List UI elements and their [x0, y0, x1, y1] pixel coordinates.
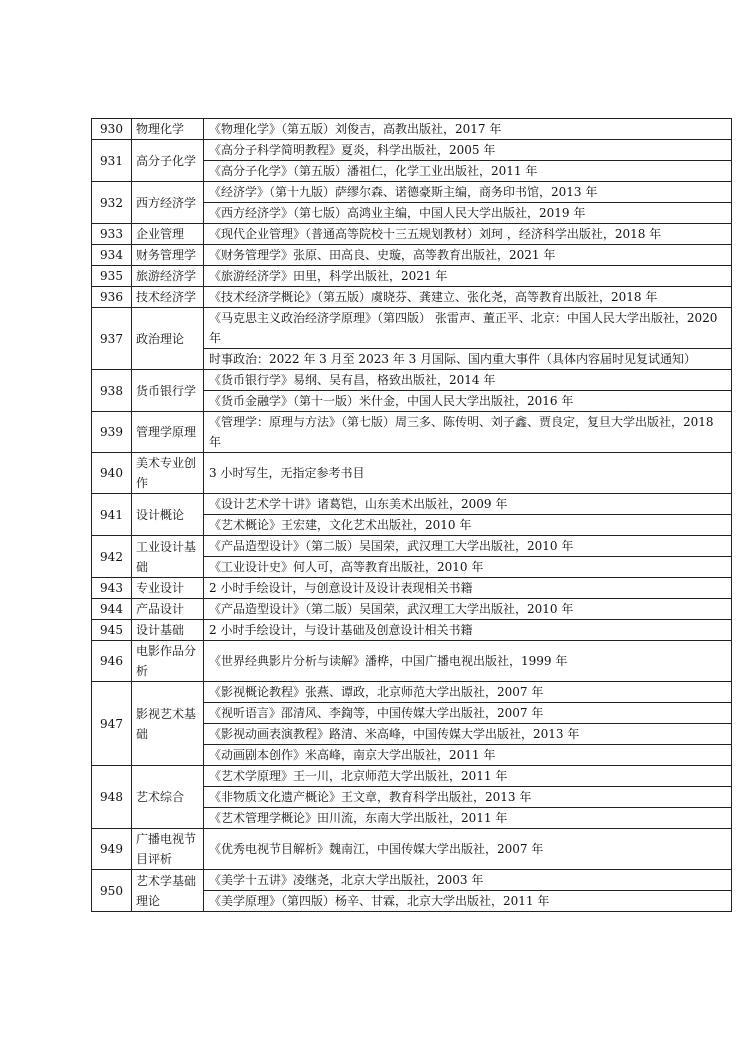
- reference-book: 《货币金融学》（第十一版）米什金，中国人民大学出版社，2016 年: [204, 391, 732, 412]
- course-code: 931: [92, 140, 132, 182]
- course-code: 942: [92, 536, 132, 578]
- course-subject: 艺术学基础理论: [132, 870, 204, 912]
- table-row: [92, 182, 732, 203]
- course-code: 932: [92, 182, 132, 224]
- course-code: 930: [92, 119, 132, 140]
- table-row: [92, 412, 732, 453]
- reference-book: 2 小时手绘设计，与设计基础及创意设计相关书籍: [204, 620, 732, 641]
- table-row: [92, 140, 732, 161]
- table-row: [92, 453, 732, 494]
- table-row: [92, 641, 732, 682]
- table-row: [92, 829, 732, 870]
- table-row: [92, 224, 732, 245]
- reference-book: 《工业设计史》何人可，高等教育出版社，2010 年: [204, 557, 732, 578]
- course-subject: 艺术综合: [132, 766, 204, 829]
- reference-book: 《管理学：原理与方法》（第七版）周三多、陈传明、刘子鑫、贾良定，复旦大学出版社，2018 年: [204, 412, 732, 453]
- reference-book: 《货币银行学》易纲、吴有昌，格致出版社，2014 年: [204, 370, 732, 391]
- table-row: [92, 119, 732, 140]
- reference-book: 《艺术学原理》王一川，北京师范大学出版社，2011 年: [204, 766, 732, 787]
- course-subject: 美术专业创作: [132, 453, 204, 494]
- table-row: [92, 245, 732, 266]
- course-code: 937: [92, 308, 132, 370]
- reference-book: 《非物质文化遗产概论》王文章，教育科学出版社，2013 年: [204, 787, 732, 808]
- reference-book: 3 小时写生，无指定参考书目: [204, 453, 732, 494]
- reference-book: 《西方经济学》（第七版）高鸿业主编，中国人民大学出版社，2019 年: [204, 203, 732, 224]
- reference-book: 《产品造型设计》（第二版）吴国荣，武汉理工大学出版社，2010 年: [204, 536, 732, 557]
- course-subject: 企业管理: [132, 224, 204, 245]
- table-row: [92, 870, 732, 891]
- course-code: 945: [92, 620, 132, 641]
- table-row: [92, 766, 732, 787]
- course-subject: 设计概论: [132, 494, 204, 536]
- course-code: 941: [92, 494, 132, 536]
- reference-book: 时事政治：2022 年 3 月至 2023 年 3 月国际、国内重大事件（具体内容届时见复试通知）: [204, 349, 732, 370]
- table-row: [92, 287, 732, 308]
- table-body: [92, 119, 732, 912]
- course-subject: 财务管理学: [132, 245, 204, 266]
- course-code: 935: [92, 266, 132, 287]
- reference-book: 《美学原理》（第四版）杨辛、甘霖，北京大学出版社，2011 年: [204, 891, 732, 912]
- reference-book: 《美学十五讲》凌继尧，北京大学出版社，2003 年: [204, 870, 732, 891]
- reference-book: 《优秀电视节目解析》魏南江，中国传媒大学出版社，2007 年: [204, 829, 732, 870]
- course-subject: 产品设计: [132, 599, 204, 620]
- course-code: 940: [92, 453, 132, 494]
- table-row: [92, 494, 732, 515]
- course-subject: 广播电视节目评析: [132, 829, 204, 870]
- course-subject: 政治理论: [132, 308, 204, 370]
- reference-book: 2 小时手绘设计，与创意设计及设计表现相关书籍: [204, 578, 732, 599]
- course-subject: 工业设计基础: [132, 536, 204, 578]
- reference-book: 《视听语言》邵清风、李鍧等，中国传媒大学出版社，2007 年: [204, 703, 732, 724]
- course-subject: 专业设计: [132, 578, 204, 599]
- course-code: 934: [92, 245, 132, 266]
- course-code: 948: [92, 766, 132, 829]
- reference-book: 《艺术管理学概论》田川流，东南大学出版社，2011 年: [204, 808, 732, 829]
- course-code: 944: [92, 599, 132, 620]
- course-code: 946: [92, 641, 132, 682]
- course-code: 936: [92, 287, 132, 308]
- reference-book: 《技术经济学概论》（第五版）虞晓芬、龚建立、张化尧，高等教育出版社，2018 年: [204, 287, 732, 308]
- reference-book: 《设计艺术学十讲》诸葛铠，山东美术出版社，2009 年: [204, 494, 732, 515]
- reference-book: 《艺术概论》王宏建，文化艺术出版社，2010 年: [204, 515, 732, 536]
- reference-book: 《财务管理学》张原、田高良、史璇，高等教育出版社，2021 年: [204, 245, 732, 266]
- table-row: [92, 266, 732, 287]
- reference-book: 《经济学》（第十九版）萨缪尔森、诺德豪斯主编，商务印书馆，2013 年: [204, 182, 732, 203]
- reference-book: 《世界经典影片分析与读解》潘桦，中国广播电视出版社，1999 年: [204, 641, 732, 682]
- table-row: [92, 578, 732, 599]
- reference-book: 《现代企业管理》（普通高等院校十三五规划教材）刘珂 ，经济科学出版社，2018 年: [204, 224, 732, 245]
- course-subject: 物理化学: [132, 119, 204, 140]
- reference-book-table: [91, 118, 732, 912]
- course-subject: 电影作品分析: [132, 641, 204, 682]
- reference-book: 《高分子化学》（第五版）潘祖仁，化学工业出版社，2011 年: [204, 161, 732, 182]
- reference-book: 《高分子科学简明教程》夏炎，科学出版社，2005 年: [204, 140, 732, 161]
- course-subject: 货币银行学: [132, 370, 204, 412]
- reference-book: 《产品造型设计》（第二版）吴国荣，武汉理工大学出版社，2010 年: [204, 599, 732, 620]
- course-code: 938: [92, 370, 132, 412]
- table-row: [92, 682, 732, 703]
- reference-book: 《影视概论教程》张燕、谭政，北京师范大学出版社，2007 年: [204, 682, 732, 703]
- course-subject: 西方经济学: [132, 182, 204, 224]
- course-subject: 管理学原理: [132, 412, 204, 453]
- course-code: 950: [92, 870, 132, 912]
- course-code: 947: [92, 682, 132, 766]
- course-code: 943: [92, 578, 132, 599]
- reference-book: 《物理化学》（第五版）刘俊吉，高教出版社，2017 年: [204, 119, 732, 140]
- reference-book: 《马克思主义政治经济学原理》（第四版） 张雷声、董正平、北京：中国人民大学出版社，2020 年: [204, 308, 732, 349]
- table-row: [92, 599, 732, 620]
- course-code: 933: [92, 224, 132, 245]
- table-row: [92, 536, 732, 557]
- table-row: [92, 620, 732, 641]
- reference-book: 《旅游经济学》田里，科学出版社，2021 年: [204, 266, 732, 287]
- table-row: [92, 308, 732, 349]
- reference-book: 《动画剧本创作》米高峰，南京大学出版社，2011 年: [204, 745, 732, 766]
- course-subject: 技术经济学: [132, 287, 204, 308]
- course-subject: 影视艺术基础: [132, 682, 204, 766]
- table-row: [92, 370, 732, 391]
- course-subject: 高分子化学: [132, 140, 204, 182]
- course-subject: 旅游经济学: [132, 266, 204, 287]
- course-code: 949: [92, 829, 132, 870]
- course-subject: 设计基础: [132, 620, 204, 641]
- course-code: 939: [92, 412, 132, 453]
- reference-book: 《影视动画表演教程》路清、米高峰，中国传媒大学出版社，2013 年: [204, 724, 732, 745]
